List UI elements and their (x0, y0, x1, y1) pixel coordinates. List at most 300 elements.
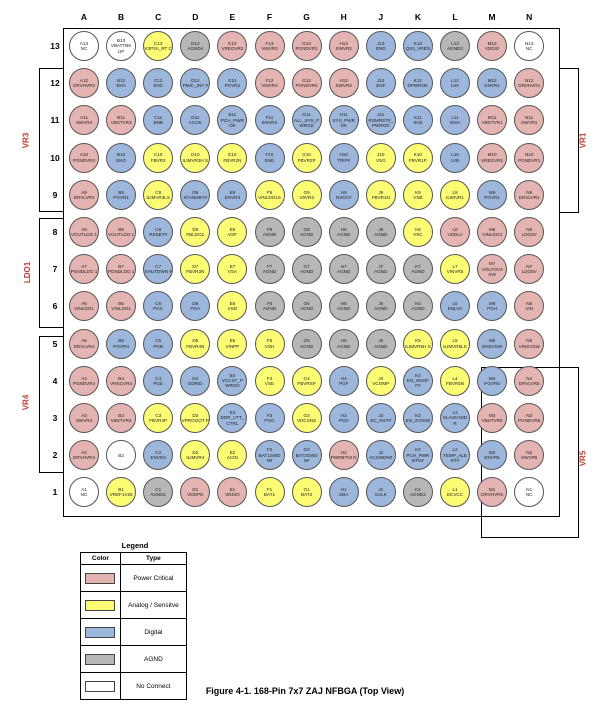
ball-id: G9 (303, 189, 310, 195)
ball-l3 (440, 403, 470, 433)
ball-id: A5 (81, 338, 87, 344)
region-label-vr5: VR5 (578, 450, 588, 467)
ball-m9 (477, 180, 507, 210)
ball-id: L11 (451, 115, 459, 121)
ball-id: F10 (265, 152, 274, 158)
ball-signal: BAT2 (301, 492, 313, 498)
ball-k8 (403, 217, 433, 247)
ball-signal: DRVHVR4 (73, 455, 95, 461)
ball-h10 (329, 143, 359, 173)
ball-h8 (329, 217, 359, 247)
ball-id: K12 (413, 77, 422, 83)
ball-signal: VCCST_P WRGD (221, 378, 243, 389)
ball-id: A11 (80, 115, 88, 121)
ball-id: E5 (229, 338, 236, 344)
ball-id: C9 (155, 189, 162, 195)
ball-id: F7 (266, 263, 273, 269)
ball-m5 (477, 329, 507, 359)
ball-id: B4 (118, 375, 124, 381)
ball-signal: ENVR3 (224, 194, 241, 200)
ball-d9 (180, 180, 210, 210)
ball-a5 (69, 329, 99, 359)
column-label-c: C (155, 12, 162, 22)
ball-signal: RSMRST#_ PWRGD (368, 117, 394, 129)
ball-signal: PGNDVR1 (518, 157, 541, 163)
ball-signal: VINLDO1 (111, 306, 131, 312)
ball-id: M7 (488, 261, 496, 267)
ball-l12 (440, 68, 470, 98)
ball-id: M8 (488, 226, 496, 232)
ball-h2 (329, 440, 359, 470)
row-label-12: 12 (50, 78, 60, 89)
ball-id: L10 (451, 152, 459, 158)
ball-e10 (217, 143, 247, 173)
ball-f10 (255, 143, 285, 173)
ball-j10 (366, 143, 396, 173)
ball-g4 (292, 366, 322, 396)
ball-signal: PGC (153, 306, 164, 312)
ball-f6 (255, 291, 285, 321)
ball-id: F11 (265, 115, 274, 121)
ball-signal: VINLDO1 (74, 306, 94, 312)
ball-g12 (292, 68, 322, 98)
ball-id: K5 (415, 338, 421, 344)
ball-id: D8 (192, 226, 199, 232)
ball-a2 (69, 440, 99, 470)
ball-id: B3 (118, 412, 124, 418)
ball-signal: ENC (153, 83, 164, 89)
ball-id: E7 (229, 263, 236, 269)
ball-id: L12 (451, 77, 459, 83)
ball-signal: PCH_PWR OK (220, 117, 244, 129)
ball-id: H1 (340, 487, 347, 493)
ball-id: L4 (452, 375, 458, 381)
ball-m3 (477, 403, 507, 433)
ball-id: E9 (229, 189, 236, 195)
ball-h4 (329, 366, 359, 396)
ball-signal: VSH (264, 343, 275, 349)
ball-signal: PGNDVR3 (72, 157, 96, 163)
column-label-j: J (378, 12, 384, 22)
ball-signal: VINVR2 (261, 83, 278, 89)
ball-signal: DRVLVR5 (518, 380, 540, 386)
ball-c8 (143, 217, 173, 247)
ball-id: E13 (228, 40, 237, 46)
ball-l4 (440, 366, 470, 396)
ball-id: H7 (340, 263, 347, 269)
ball-id: E3 (229, 410, 236, 416)
ball-id: G5 (303, 338, 310, 344)
ball-signal: VBATTBK UP (110, 43, 132, 54)
ball-signal: VINLDO3 (482, 232, 502, 237)
ball-signal: PGVR4 (113, 343, 129, 349)
ball-h3 (329, 403, 359, 433)
row-label-8: 8 (52, 227, 58, 237)
ball-id: F2 (266, 447, 273, 453)
ball-k10 (403, 143, 433, 173)
ball-h13 (329, 31, 359, 61)
ball-signal: VOUTLDO 1 (70, 232, 98, 237)
ball-j5 (366, 329, 396, 359)
ball-h9 (329, 180, 359, 210)
ball-signal: LDO5V (521, 269, 537, 275)
ball-signal: AGND (337, 232, 351, 237)
ball-signal: SLAVEADD R (442, 415, 468, 426)
ball-id: C2 (155, 449, 162, 455)
ball-id: K8 (415, 226, 421, 232)
ball-id: L3 (452, 410, 458, 416)
ball-signal: AGND (337, 306, 351, 312)
ball-id: G12 (302, 77, 311, 83)
ball-signal: PGH (487, 306, 498, 312)
ball-id: H8 (340, 226, 347, 232)
ball-d5 (180, 329, 210, 359)
ball-id: C4 (155, 375, 162, 381)
ball-signal: AGND (299, 232, 314, 237)
ball-n5 (514, 329, 544, 359)
ball-l9 (440, 180, 470, 210)
ball-signal: DRVLVR3 (73, 194, 95, 200)
figure-caption: Figure 4-1. 168-Pin 7x7 ZAJ NFBGA (Top View) (205, 686, 405, 696)
ball-id: M3 (488, 412, 496, 418)
ball-signal: PGNDVR2 (295, 83, 318, 89)
ball-signal: NC (80, 492, 88, 498)
ball-n9 (514, 180, 544, 210)
ball-signal: SDA (338, 492, 349, 498)
ball-signal: VPROGOT P (181, 418, 209, 423)
ball-signal: VOUTLDO 1 (108, 232, 135, 237)
ball-g11 (292, 105, 322, 135)
ball-a13 (69, 31, 99, 61)
ball-signal: ILIMVR1 (446, 194, 464, 200)
ball-id: B1 (118, 487, 124, 493)
ball-id: M9 (488, 189, 496, 195)
ball-signal: ACOK (188, 120, 202, 126)
legend-type-agnd: AGND (120, 646, 186, 673)
ball-id: B9 (118, 189, 124, 195)
ball-a7 (69, 254, 99, 284)
ball-signal: VDCSNS (297, 418, 317, 423)
ball-signal: VIN (525, 306, 534, 312)
ball-signal: BAT1 (263, 492, 276, 498)
ball-signal: ILIMVR3H S (182, 157, 209, 163)
ball-signal: SHUTDWN # (144, 269, 172, 275)
ball-id: D10 (191, 152, 200, 158)
ball-id: D11 (191, 115, 200, 121)
ball-signal: ILIMVR5H S (405, 343, 431, 349)
ball-id: H5 (340, 338, 347, 344)
ball-id: E4 (229, 372, 236, 378)
ball-id: K11 (413, 115, 422, 121)
ball-id: B11 (117, 115, 126, 121)
ball-a4 (69, 366, 99, 396)
ball-signal: PGVR5 (484, 380, 500, 386)
ball-signal: SHZ (413, 120, 423, 126)
ball-signal: AGND (262, 306, 277, 312)
ball-id: A9 (81, 189, 87, 195)
ball-k7 (403, 254, 433, 284)
ball-signal: AGND (299, 269, 314, 275)
ball-signal: PWRBTNI N (330, 455, 357, 461)
ball-signal: BAT1SWD N# (258, 452, 281, 463)
ball-signal: ENVR5 (484, 455, 500, 461)
region-label-ldo1: LDO1 (23, 261, 33, 284)
ball-signal: VDDIO (484, 46, 500, 51)
ball-signal: SCLK (374, 492, 387, 498)
ball-b13 (106, 31, 136, 61)
ball-signal: VBSTVR4 (110, 418, 132, 423)
ball-a3 (69, 403, 99, 433)
ball-e9 (217, 180, 247, 210)
ball-g10 (292, 143, 322, 173)
ball-id: K6 (415, 301, 421, 307)
ball-signal: ENSVSW (482, 343, 503, 349)
ball-signal: AGND (374, 306, 388, 312)
ball-id: E11 (228, 112, 237, 118)
ball-k9 (403, 180, 433, 210)
vr1-bracket (559, 68, 579, 213)
ball-id: C11 (154, 115, 163, 121)
ball-id: J2 (378, 449, 384, 455)
ball-signal: SWVR2 (335, 83, 352, 89)
ball-signal: AGND (374, 269, 388, 275)
ball-id: K13 (413, 40, 422, 46)
ball-signal: AGND2 (409, 492, 426, 498)
ball-id: A12 (79, 77, 89, 83)
ball-l2 (440, 440, 470, 470)
ball-id: N5 (526, 338, 533, 344)
ball-id: M13 (487, 40, 497, 46)
ball-id: M6 (488, 301, 496, 307)
ball-id: H2 (340, 449, 347, 455)
ball-l10 (440, 143, 470, 173)
ball-j2 (366, 440, 396, 470)
ball-id: B7 (118, 263, 124, 269)
ball-id: N12 (524, 77, 534, 83)
ball-j1 (366, 477, 396, 507)
ball-signal: RESET# (149, 232, 168, 237)
column-label-g: G (303, 12, 310, 22)
ball-f3 (255, 403, 285, 433)
ball-h5 (329, 329, 359, 359)
legend-type-digital: Digital (120, 619, 186, 646)
ball-g13 (292, 31, 322, 61)
ball-id: J3 (378, 412, 384, 418)
ball-g1 (292, 477, 322, 507)
ball-id: M11 (487, 115, 497, 121)
ball-id: K4 (415, 372, 421, 378)
ball-signal: FBVR2N (223, 157, 242, 163)
ball-signal: V3P3A_RT C (144, 46, 172, 51)
ball-id: J11 (377, 112, 385, 118)
ball-signal: AGND (374, 343, 388, 349)
ball-id: N8 (526, 226, 533, 232)
ball-signal: VINSVSW (518, 343, 540, 349)
ball-id: M5 (488, 338, 496, 344)
ball-signal: LVA (450, 83, 459, 89)
ball-id: C5 (155, 338, 162, 344)
row-label-4: 4 (52, 375, 58, 386)
ball-id: C6 (155, 301, 162, 307)
ball-signal: DRVHVR5 (481, 492, 504, 498)
ball-id: N1 (526, 487, 533, 493)
row-label-2: 2 (52, 450, 58, 461)
ball-signal: VREGVR4 (110, 380, 133, 386)
ball-signal: AGND (411, 269, 425, 275)
legend-table (80, 552, 187, 700)
ball-signal: PGF (338, 380, 349, 386)
ball-id: A2 (81, 449, 87, 455)
ball-h7 (329, 254, 359, 284)
ball-id: G11 (302, 112, 311, 118)
ball-id: H4 (340, 375, 347, 381)
ball-signal: END (375, 46, 386, 51)
ball-signal: QS3_VREN (405, 46, 431, 51)
ball-signal: DRVHVR1 (518, 83, 541, 89)
ball-signal: VINVR5 (446, 269, 464, 275)
ball-signal: V8VR3 (299, 194, 314, 200)
ball-signal: FBVR3 (150, 157, 166, 163)
ball-k13 (403, 31, 433, 61)
ball-id: C10 (153, 152, 163, 158)
ball-signal: ENA (116, 83, 126, 89)
ball-signal: VBSTVR5 (481, 418, 503, 423)
ball-k3 (403, 403, 433, 433)
ball-g7 (292, 254, 322, 284)
ball-id: K10 (413, 152, 422, 158)
ball-id: N2 (526, 449, 533, 455)
ball-id: B5 (118, 338, 124, 344)
ball-id: J6 (378, 301, 384, 307)
ball-id: H3 (340, 412, 347, 418)
ball-c3 (143, 403, 173, 433)
ball-l7 (440, 254, 470, 284)
ball-signal: ENVR4 (150, 455, 166, 461)
ball-id: G1 (303, 487, 310, 493)
ball-id: C8 (155, 226, 162, 232)
ball-signal: FBVR1P (408, 157, 427, 163)
ball-id: B6 (118, 301, 124, 307)
ball-m13 (477, 31, 507, 61)
ball-k4 (403, 366, 433, 396)
ball-signal: ENLVA (447, 306, 463, 312)
ball-signal: PGB (153, 343, 164, 349)
ball-signal: VSD (227, 306, 238, 312)
ball-id: B8 (118, 226, 124, 232)
ball-j12 (366, 68, 396, 98)
ball-signal: SWVR5 (521, 455, 538, 461)
ball-signal: ECVCC (446, 492, 464, 498)
ball-id: H9 (340, 189, 347, 195)
ball-id: L6 (452, 301, 458, 307)
ball-signal: AGND3 (447, 46, 463, 51)
ball-id: J5 (378, 338, 384, 344)
ball-signal: VDDPG (187, 492, 204, 498)
ball-id: D9 (192, 189, 199, 195)
ball-id: G3 (303, 412, 310, 418)
legend (80, 541, 190, 700)
ball-signal: VCOMP (372, 380, 390, 386)
ball-signal: PGE (153, 380, 164, 386)
ball-signal: AGND (337, 269, 351, 275)
ball-signal: NC (80, 46, 88, 51)
ball-a8 (69, 217, 99, 247)
ball-id: A8 (81, 226, 87, 232)
ball-id: L5 (452, 338, 458, 344)
ball-id: E2 (229, 449, 236, 455)
ball-signal: PCH_PWR BTN# (406, 452, 430, 463)
ball-signal: AGND (299, 343, 314, 349)
ball-signal: PGG (264, 418, 275, 423)
ball-signal: NC (525, 492, 533, 498)
legend-type-analog: Analog / Sensitve (120, 592, 186, 619)
ball-signal: AGND1 (150, 492, 167, 498)
ball-id: G10 (302, 152, 311, 158)
ball-g6 (292, 291, 322, 321)
ball-l8 (440, 217, 470, 247)
ball-signal: FBVR4N (186, 343, 205, 349)
ball-id: B2 (118, 452, 124, 458)
ball-a9 (69, 180, 99, 210)
ball-id: F8 (266, 226, 273, 232)
ball-id: C3 (155, 412, 162, 418)
ball-signal: AGND (411, 306, 425, 312)
ball-m4 (477, 366, 507, 396)
ball-signal: PGD (338, 418, 349, 423)
ball-signal: LDO3V (521, 232, 537, 237)
ball-id: H6 (340, 301, 347, 307)
ball-signal: SYS_PWR OK (332, 117, 355, 129)
ball-id: A13 (79, 40, 89, 46)
ball-id: K1 (415, 487, 421, 493)
ball-id: G8 (303, 226, 310, 232)
ball-id: D4 (192, 375, 199, 381)
ball-id: H13 (339, 40, 348, 46)
ball-id: G2 (303, 447, 310, 453)
column-label-a: A (80, 12, 88, 22)
legend-swatch-agnd (85, 654, 115, 665)
ball-signal: PGVR1 (113, 194, 129, 200)
ball-id: J9 (378, 189, 384, 195)
ball-d4 (180, 366, 210, 396)
ball-k2 (403, 440, 433, 470)
ball-signal: VDDIO (225, 492, 240, 498)
ball-j6 (366, 291, 396, 321)
ball-signal: AGND (337, 343, 351, 349)
ball-b3 (106, 403, 136, 433)
ball-id: J10 (377, 152, 385, 158)
ball-id: F4 (266, 375, 273, 381)
ball-id: H12 (339, 77, 348, 83)
column-label-d: D (192, 12, 199, 22)
ball-signal: VSE (264, 380, 275, 386)
column-label-h: H (340, 12, 347, 22)
ball-signal: DDR_VTT_ CTRL (220, 415, 245, 426)
ball-g3 (292, 403, 322, 433)
ball-signal: EN_3V3SW (405, 418, 431, 423)
ball-n10 (514, 143, 544, 173)
ball-id: J8 (378, 226, 384, 232)
ball-m8 (477, 217, 507, 247)
ball-f5 (255, 329, 285, 359)
ball-id: D6 (192, 301, 199, 307)
ball-signal: PGNDLDO 1 (70, 269, 98, 275)
ball-id: C1 (155, 487, 162, 493)
ball-j13 (366, 31, 396, 61)
ball-f4 (255, 366, 285, 396)
ball-id: G6 (303, 301, 310, 307)
ball-b4 (106, 366, 136, 396)
